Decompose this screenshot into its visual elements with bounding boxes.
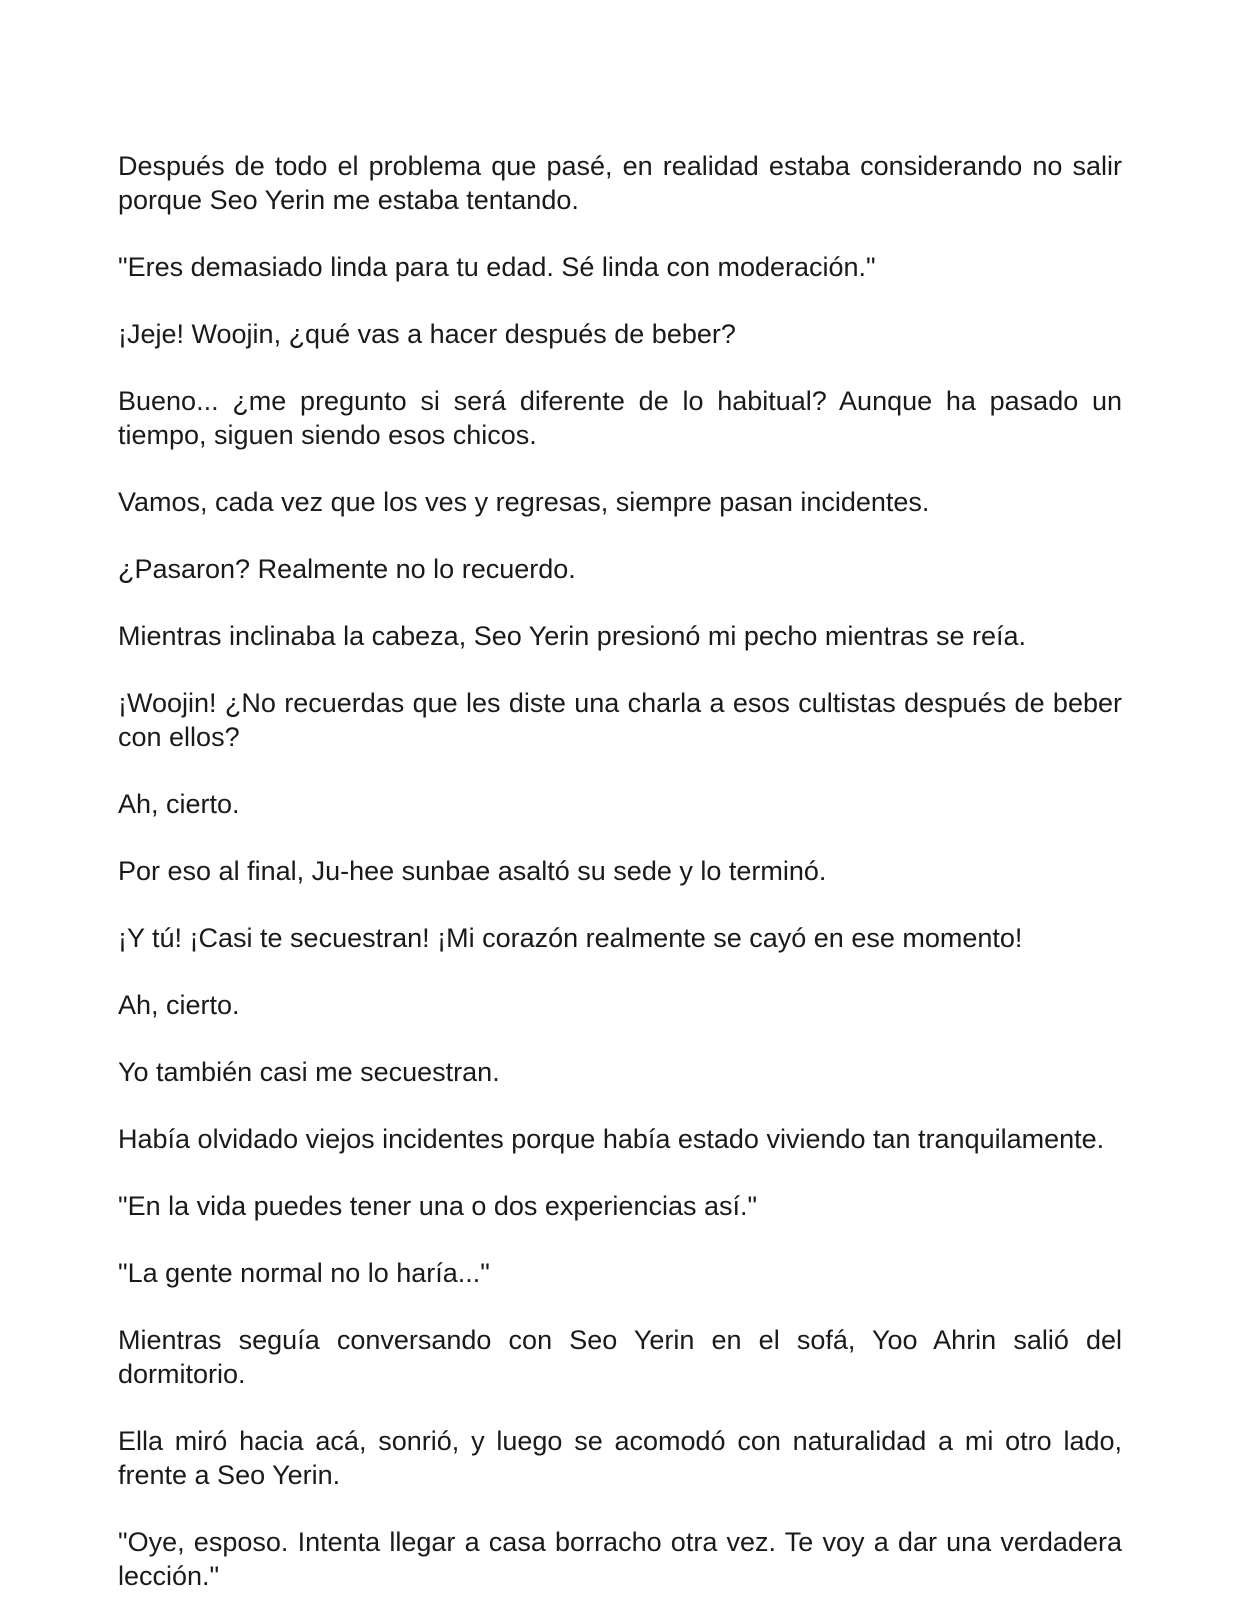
paragraph: Ella miró hacia acá, sonrió, y luego se acomodó con naturalidad a mi otro lado, frente a Seo Yerin. [118, 1426, 1122, 1490]
paragraph: Yo también casi me secuestran. [118, 1057, 500, 1087]
paragraph: Por eso al final, Ju-hee sunbae asaltó su sede y lo terminó. [118, 856, 827, 886]
paragraph: "Eres demasiado linda para tu edad. Sé linda con moderación." [118, 252, 876, 282]
paragraph: Vamos, cada vez que los ves y regresas, siempre pasan incidentes. [118, 487, 930, 517]
paragraph: Ah, cierto. [118, 990, 240, 1020]
paragraph: "Oye, esposo. Intenta llegar a casa borracho otra vez. Te voy a dar una verdadera lección." [118, 1527, 1122, 1591]
paragraph: Había olvidado viejos incidentes porque había estado viviendo tan tranquilamente. [118, 1124, 1105, 1154]
paragraph: Después de todo el problema que pasé, en realidad estaba considerando no salir porque Seo Yerin me estaba tentando. [118, 151, 1122, 215]
paragraph: Mientras seguía conversando con Seo Yerin en el sofá, Yoo Ahrin salió del dormitorio. [118, 1325, 1122, 1389]
paragraph: Mientras inclinaba la cabeza, Seo Yerin presionó mi pecho mientras se reía. [118, 621, 1027, 651]
paragraph: "La gente normal no lo haría..." [118, 1258, 490, 1288]
paragraph: "En la vida puedes tener una o dos experiencias así." [118, 1191, 758, 1221]
paragraph: Ah, cierto. [118, 789, 240, 819]
paragraph: ¿Pasaron? Realmente no lo recuerdo. [118, 554, 576, 584]
paragraph: ¡Jeje! Woojin, ¿qué vas a hacer después de beber? [118, 319, 736, 349]
paragraph: Bueno... ¿me pregunto si será diferente de lo habitual? Aunque ha pasado un tiempo, siguen siendo esos chicos. [118, 386, 1122, 450]
paragraph: ¡Y tú! ¡Casi te secuestran! ¡Mi corazón realmente se cayó en ese momento! [118, 923, 1023, 953]
paragraph: ¡Woojin! ¿No recuerdas que les diste una charla a esos cultistas después de beber con ellos? [118, 688, 1122, 752]
document-body [118, 149, 1122, 1620]
